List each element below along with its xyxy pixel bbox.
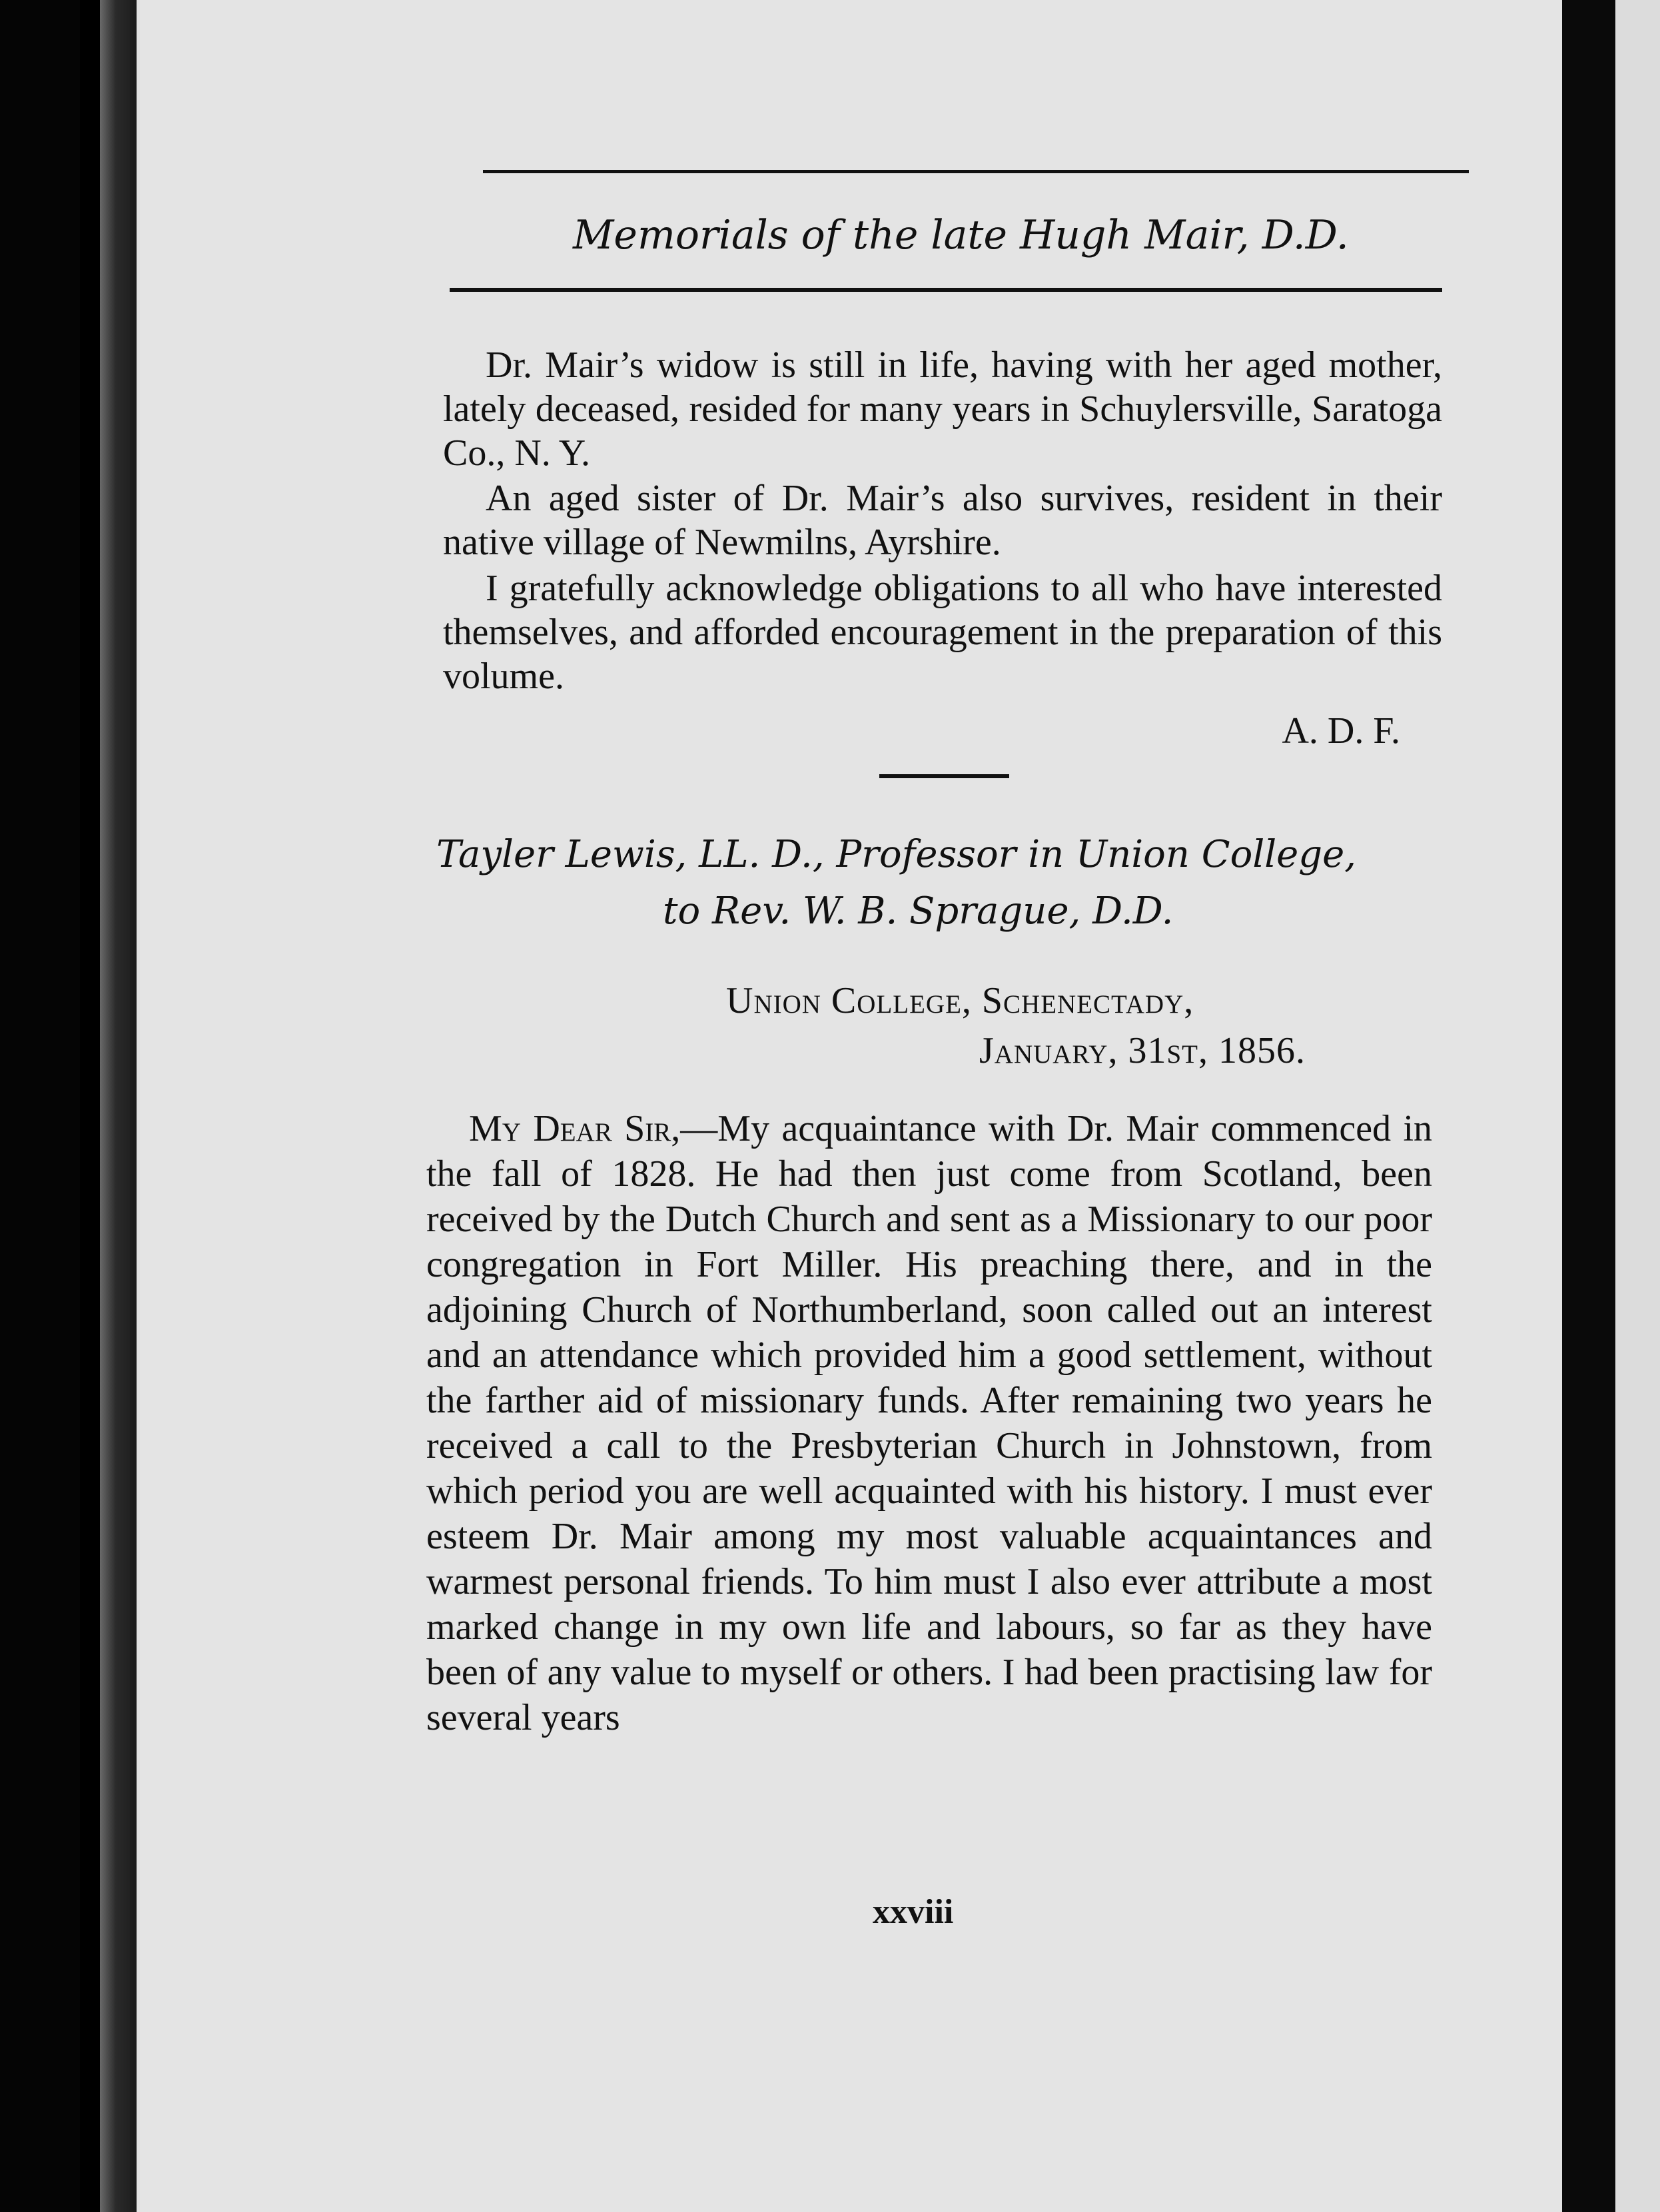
- letter-heading-line-1: Tayler Lewis, LL. D., Professor in Union College,: [436, 833, 1357, 876]
- paragraph-sister: An aged sister of Dr. Mair’s also survives, resident in their native village of Newmilns, Ayrshire.: [443, 478, 1442, 563]
- section-divider: [879, 774, 1009, 778]
- facing-page-edge: [1615, 0, 1660, 2212]
- paragraph-acknowledgement: I gratefully acknowledge obligations to all who have interested themselves, and afforded encouragement in the preparation of this volume.: [443, 568, 1442, 697]
- letter-text: —My acquaintance with Dr. Mair commenced in the fall of 1828. He had then just come from Scotland, been received by the Dutch Church and sent as a Missionary to our poor congregation in Fort Miller. His preaching there, and in the adjoining Church of Northumberland, soon called out an interest and an attendance which provided him a good settlement, without the farther aid of missionary funds. After remaining two years he received a call to the Presbyterian Church in Johnstown, from which period you are well acquainted with his history. I must ever esteem Dr. Mair among my most valuable acquaintances and warmest personal friends. To him must I also ever attribute a most marked change in my own life and labours, so far as they have been of any value to myself or others. I had been practising law for several years: [426, 1108, 1433, 1738]
- scan-gutter: [1562, 0, 1615, 2212]
- dateline-place: Union College, Schenectady,: [726, 980, 1194, 1021]
- page-number: xxviii: [873, 1893, 954, 1931]
- letter-salutation: My Dear Sir,: [469, 1108, 681, 1149]
- book-binding-edge: [100, 0, 140, 2212]
- dateline-date: January, 31st, 1856.: [979, 1030, 1306, 1071]
- signature: A. D. F.: [1282, 710, 1400, 752]
- header-rule-top: [483, 170, 1469, 173]
- header-rule-bottom: [450, 288, 1442, 292]
- letter-body: [426, 1106, 1432, 1740]
- paragraph-widow: Dr. Mair’s widow is still in life, having with her aged mother, lately deceased, resided for many years in Schuylersville, Saratoga Co., N. Y.: [443, 344, 1442, 474]
- scan-left-margin: [0, 0, 80, 2212]
- letter-heading-line-2: to Rev. W. B. Sprague, D.D.: [663, 889, 1174, 933]
- running-head: Memorials of the late Hugh Mair, D.D.: [573, 212, 1349, 259]
